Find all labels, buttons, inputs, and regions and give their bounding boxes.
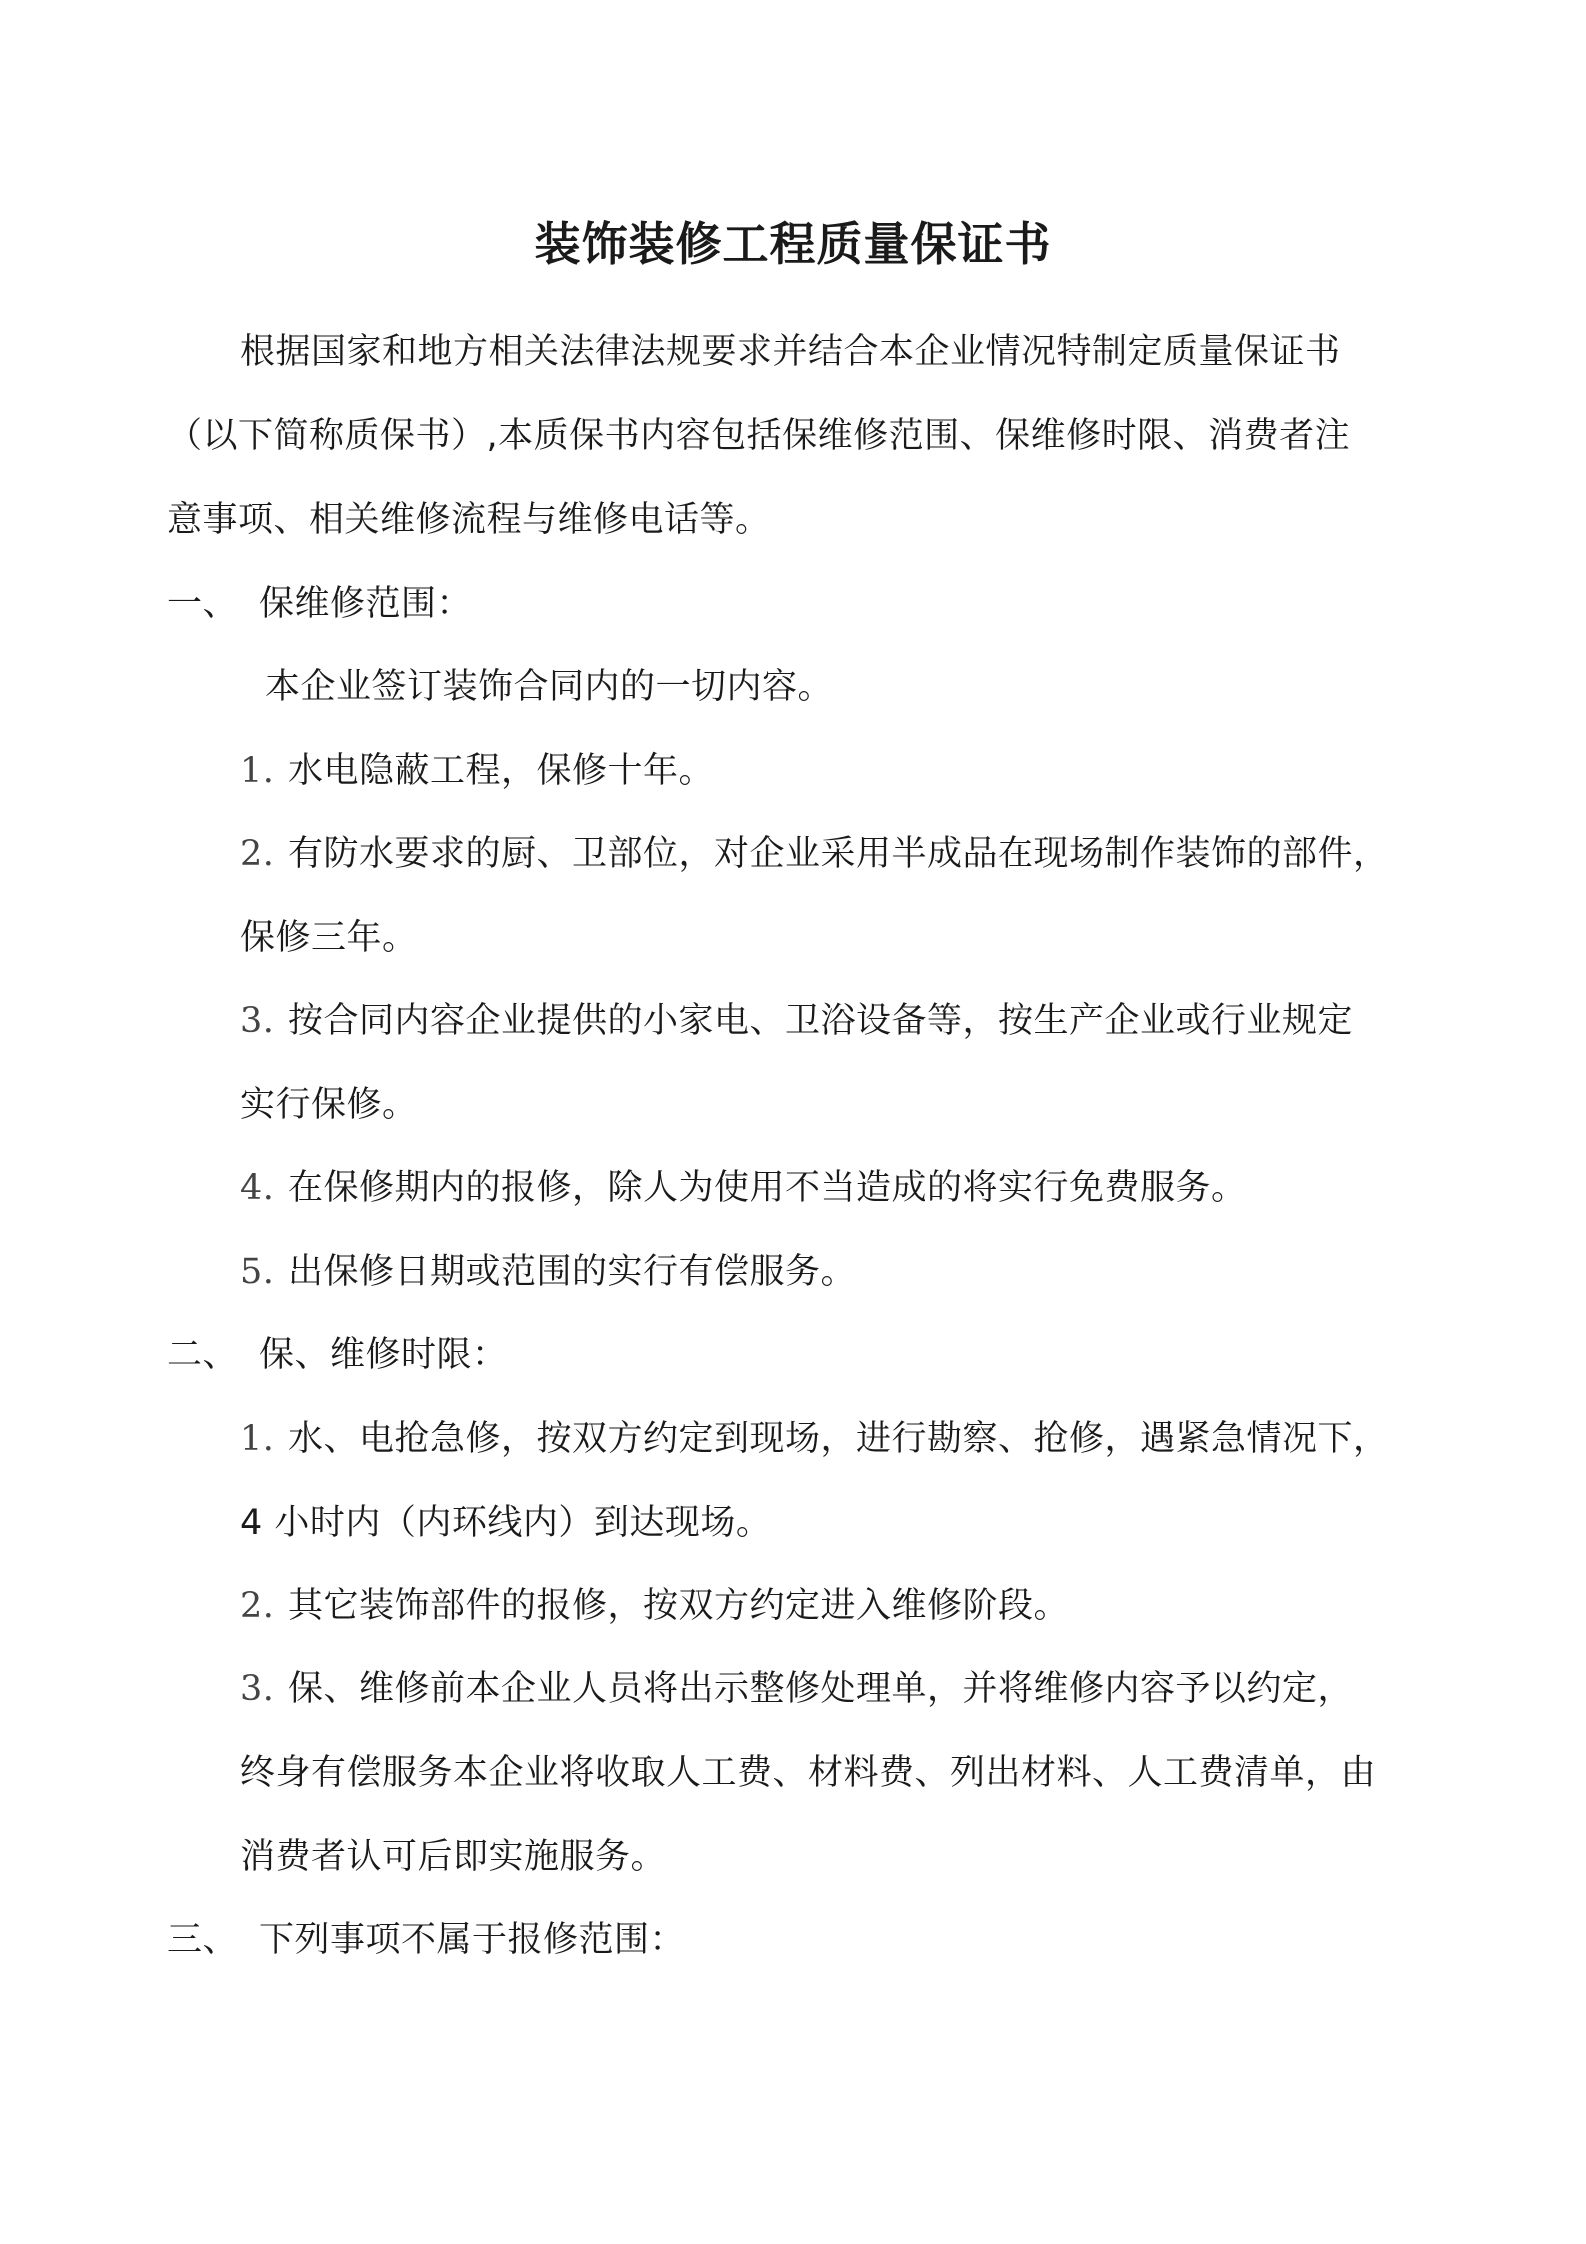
section-3-heading bbox=[167, 1917, 685, 1963]
section-number: 二、 bbox=[167, 1335, 239, 1375]
list-item-text: 有防水要求的厨、卫部位，对企业采用半成品在现场制作装饰的部件， bbox=[288, 834, 1389, 874]
list-item-continuation: 终身有偿服务本企业将收取人工费、材料费、列出材料、人工费清单，由 bbox=[240, 1753, 1377, 1793]
list-item-number: 3. bbox=[240, 1001, 275, 1041]
list-item-number: 4. bbox=[240, 1168, 275, 1208]
list-item-text: 保、维修前本企业人员将出示整修处理单，并将维修内容予以约定， bbox=[288, 1669, 1354, 1709]
list-item-text: 其它装饰部件的报修，按双方约定进入维修阶段。 bbox=[288, 1586, 1070, 1626]
list-item bbox=[240, 748, 714, 794]
list-item bbox=[240, 998, 1353, 1044]
list-item-number: 1. bbox=[240, 1419, 275, 1459]
list-item bbox=[240, 1249, 856, 1295]
list-item bbox=[240, 1416, 1389, 1462]
section-heading-text: 下列事项不属于报修范围： bbox=[259, 1920, 686, 1960]
list-item-number: 1. bbox=[240, 751, 275, 791]
list-item-text: 在保修期内的报修，除人为使用不当造成的将实行免费服务。 bbox=[288, 1168, 1247, 1208]
list-item bbox=[240, 1165, 1247, 1211]
section-1-heading bbox=[167, 581, 472, 627]
intro-line-1: 根据国家和地方相关法律法规要求并结合本企业情况特制定质量保证书 bbox=[240, 332, 1341, 372]
list-item-text: 按合同内容企业提供的小家电、卫浴设备等，按生产企业或行业规定 bbox=[288, 1001, 1354, 1041]
section-heading-text: 保、维修时限： bbox=[259, 1335, 508, 1375]
list-item-continuation: 消费者认可后即实施服务。 bbox=[240, 1837, 667, 1877]
document-title: 装饰装修工程质量保证书 bbox=[534, 217, 1052, 271]
section-heading-text: 保维修范围： bbox=[259, 584, 473, 624]
section-2-heading bbox=[167, 1332, 508, 1378]
list-item-number: 2. bbox=[240, 1586, 275, 1626]
list-item-continuation: 实行保修。 bbox=[240, 1085, 418, 1125]
list-item-text: 水、电抢急修，按双方约定到现场，进行勘察、抢修，遇紧急情况下， bbox=[288, 1419, 1389, 1459]
intro-line-3: 意事项、相关维修流程与维修电话等。 bbox=[167, 500, 771, 540]
section-number: 一、 bbox=[167, 584, 239, 624]
list-item bbox=[240, 831, 1389, 877]
section-number: 三、 bbox=[167, 1920, 239, 1960]
list-item-number: 5. bbox=[240, 1252, 275, 1292]
list-item-text: 出保修日期或范围的实行有偿服务。 bbox=[288, 1252, 857, 1292]
list-item bbox=[240, 1583, 1069, 1629]
list-item-continuation: 4 小时内（内环线内）到达现场。 bbox=[240, 1503, 772, 1543]
section-1-lead: 本企业签订装饰合同内的一切内容。 bbox=[265, 667, 834, 707]
list-item-number: 2. bbox=[240, 834, 275, 874]
list-item-number: 3. bbox=[240, 1669, 275, 1709]
intro-line-2: （以下简称质保书）,本质保书内容包括保维修范围、保维修时限、消费者注 bbox=[167, 416, 1351, 456]
list-item bbox=[240, 1666, 1353, 1712]
list-item-text: 水电隐蔽工程，保修十年。 bbox=[288, 751, 715, 791]
list-item-continuation: 保修三年。 bbox=[240, 918, 418, 958]
